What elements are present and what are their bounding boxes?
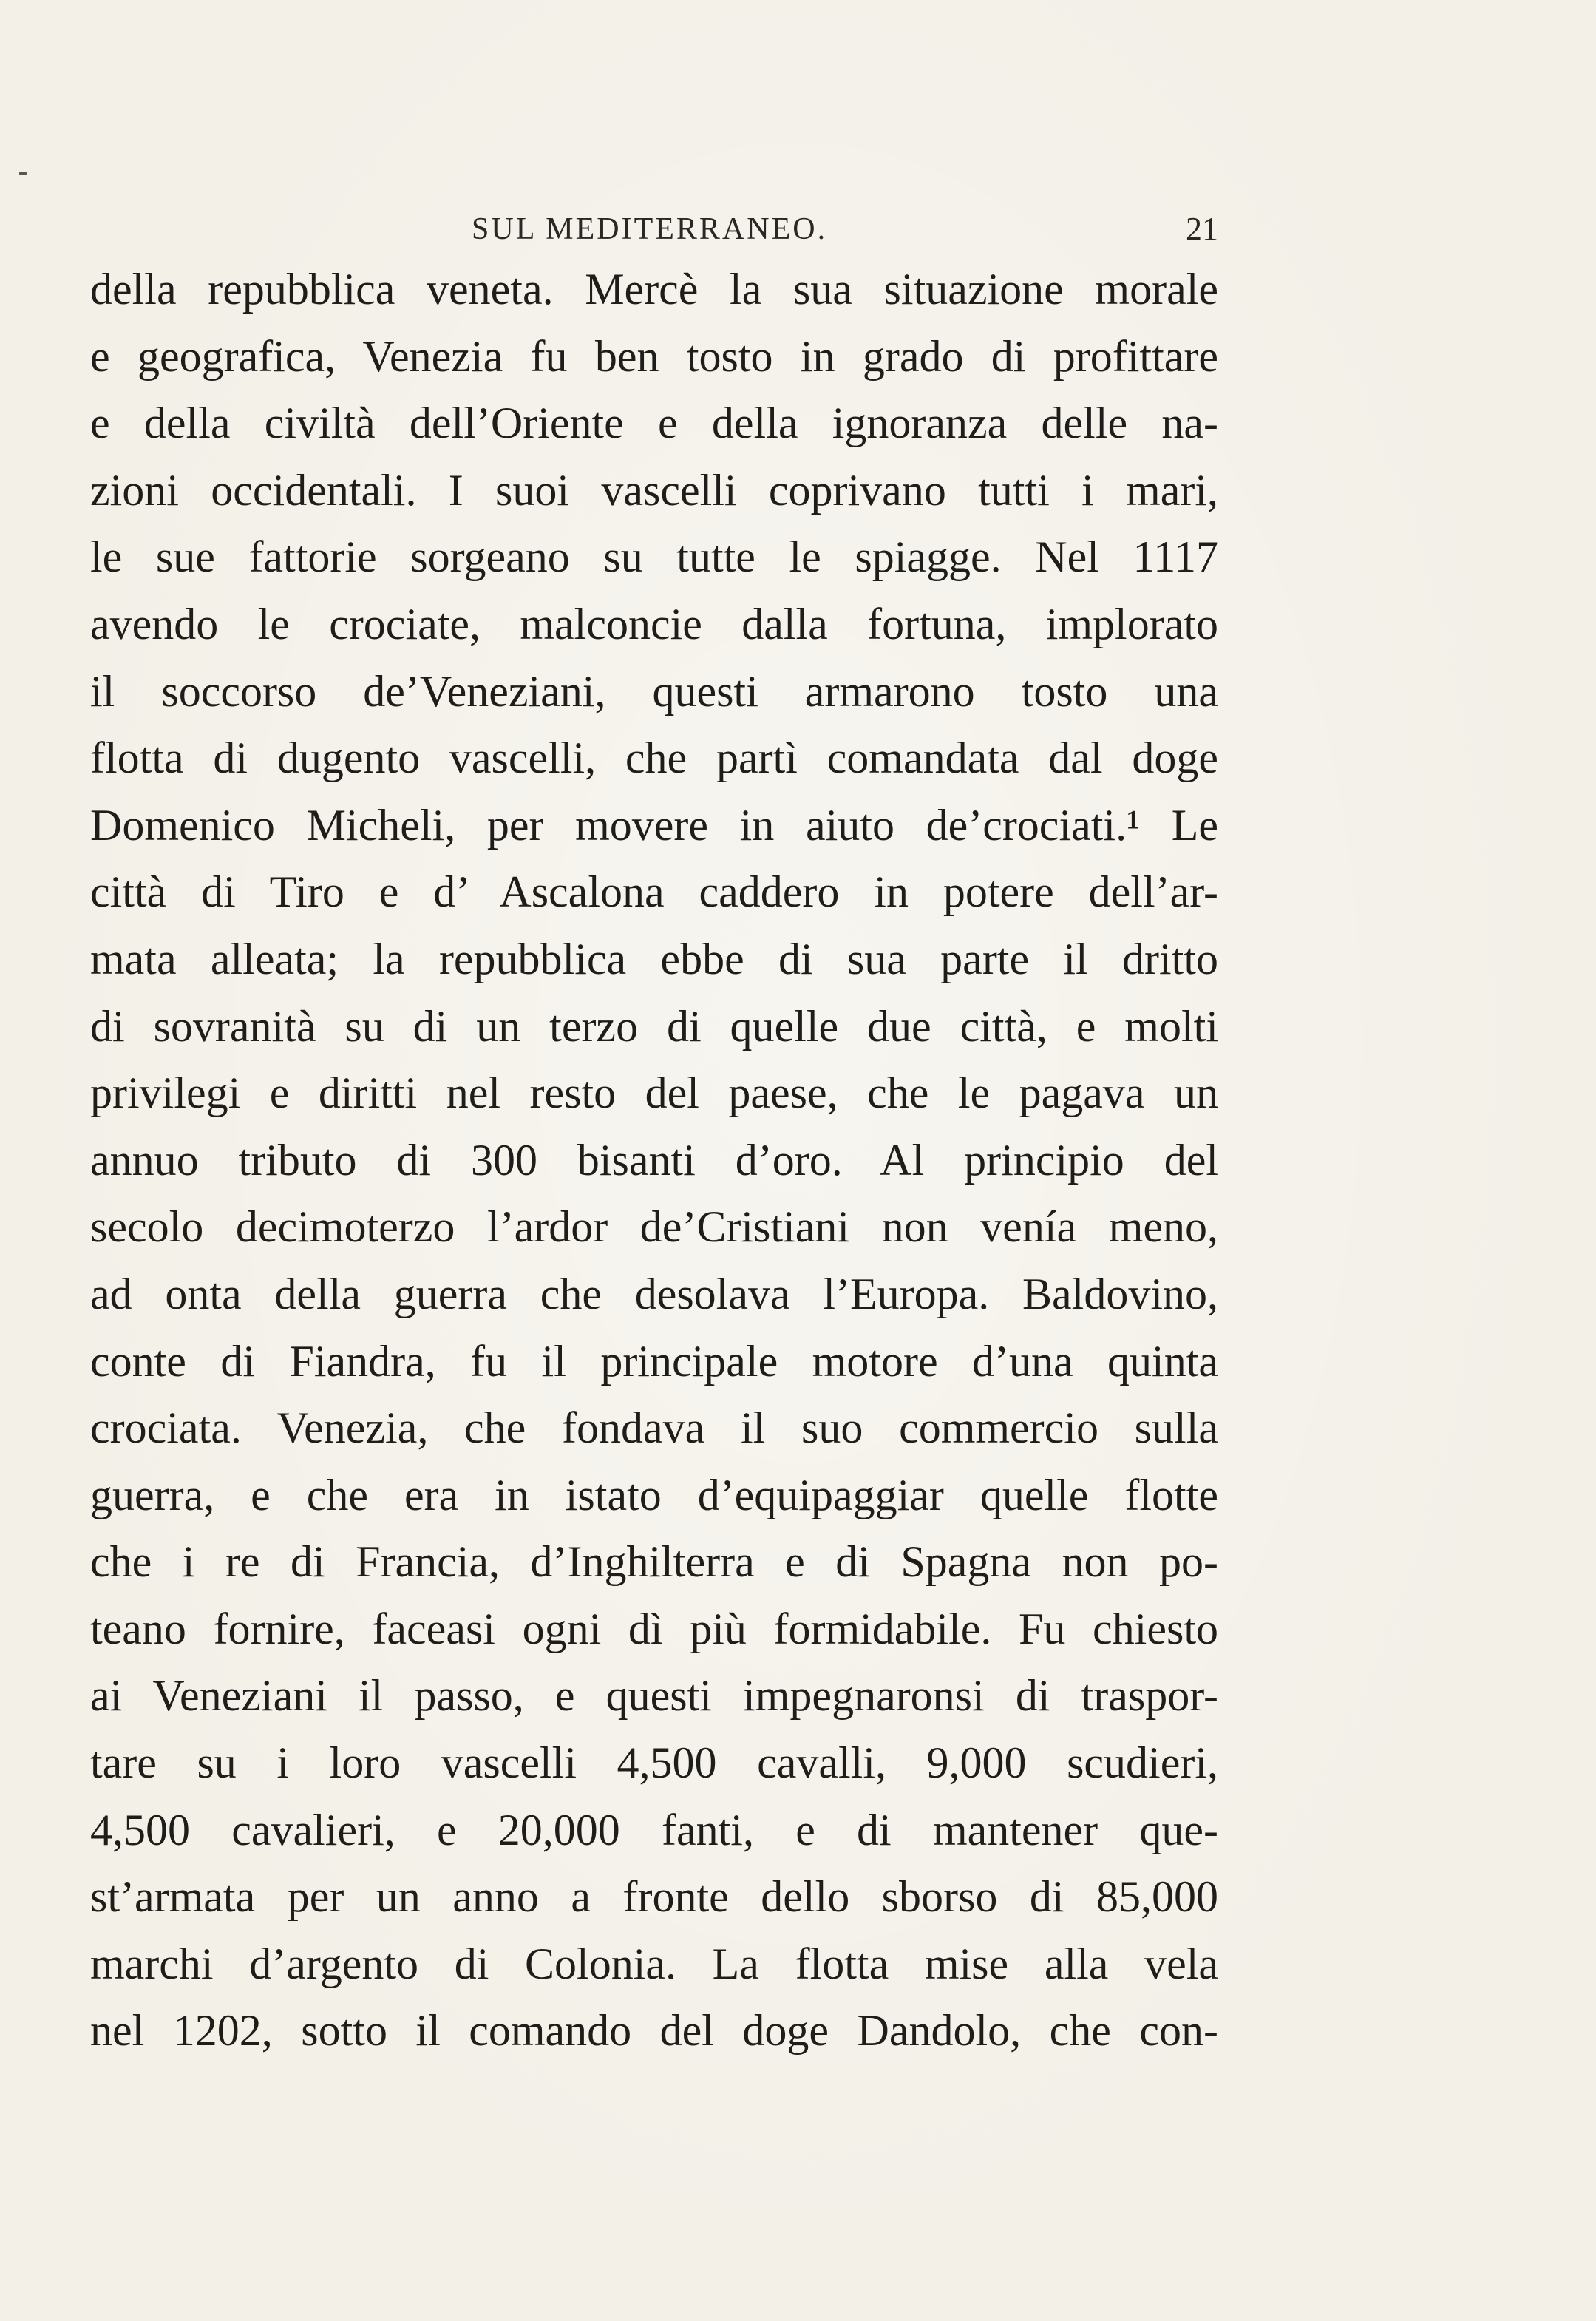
text-line: teano fornire, faceasi ogni dì più formidabile. Fu chiesto	[90, 1604, 1218, 1653]
text-line: tare su i loro vascelli 4,500 cavalli, 9,000 scudieri,	[90, 1738, 1218, 1788]
running-head	[472, 207, 1218, 251]
text-line: ad onta della guerra che desolava l’Europa. Baldovino,	[90, 1269, 1218, 1318]
text-line: città di Tiro e d’ Ascalona caddero in potere dell’ar-	[90, 867, 1218, 917]
text-line: st’armata per un anno a fronte dello sborso di 85,000	[90, 1872, 1218, 1922]
text-line: e geografica, Venezia fu ben tosto in grado di profittare	[90, 331, 1218, 381]
text-line: mata alleata; la repubblica ebbe di sua parte il dritto	[90, 934, 1218, 983]
text-line: 4,500 cavalieri, e 20,000 fanti, e di mantener que-	[90, 1805, 1218, 1854]
text-line: della repubblica veneta. Mercè la sua situazione morale	[90, 265, 1218, 314]
text-line: flotta di dugento vascelli, che partì comandata dal doge	[90, 733, 1218, 783]
text-line: crociata. Venezia, che fondava il suo commercio sulla	[90, 1403, 1218, 1453]
text-line: secolo decimoterzo l’ardor de’Cristiani non venía meno,	[90, 1202, 1218, 1252]
text-line: di sovranità su di un terzo di quelle due città, e molti	[90, 1001, 1218, 1051]
ink-speck	[19, 172, 27, 175]
page-number: 21	[1186, 211, 1218, 247]
text-line: il soccorso de’Veneziani, questi armarono tosto una	[90, 666, 1218, 716]
text-line: e della civiltà dell’Oriente e della ignoranza delle na-	[90, 399, 1218, 448]
text-line: le sue fattorie sorgeano su tutte le spiagge. Nel 1117	[90, 532, 1218, 582]
text-line: marchi d’argento di Colonia. La flotta mise alla vela	[90, 1939, 1218, 1988]
running-title: SUL MEDITERRANEO.	[472, 212, 828, 246]
text-line: che i re di Francia, d’Inghilterra e di Spagna non po-	[90, 1537, 1218, 1587]
text-line: guerra, e che era in istato d’equipaggiar quelle flotte	[90, 1470, 1218, 1519]
text-line: Domenico Micheli, per movere in aiuto de’crociati.¹ Le	[90, 800, 1218, 850]
body-text	[90, 256, 1218, 2064]
text-line: privilegi e diritti nel resto del paese, che le pagava un	[90, 1068, 1218, 1118]
text-line: zioni occidentali. I suoi vascelli coprivano tutti i mari,	[90, 465, 1218, 515]
text-line: avendo le crociate, malconcie dalla fortuna, implorato	[90, 599, 1218, 648]
text-line: ai Veneziani il passo, e questi impegnaronsi di traspor-	[90, 1671, 1218, 1721]
text-line: nel 1202, sotto il comando del doge Dandolo, che con-	[90, 2006, 1218, 2056]
text-line: conte di Fiandra, fu il principale motore d’una quinta	[90, 1336, 1218, 1386]
text-line: annuo tributo di 300 bisanti d’oro. Al principio del	[90, 1135, 1218, 1185]
